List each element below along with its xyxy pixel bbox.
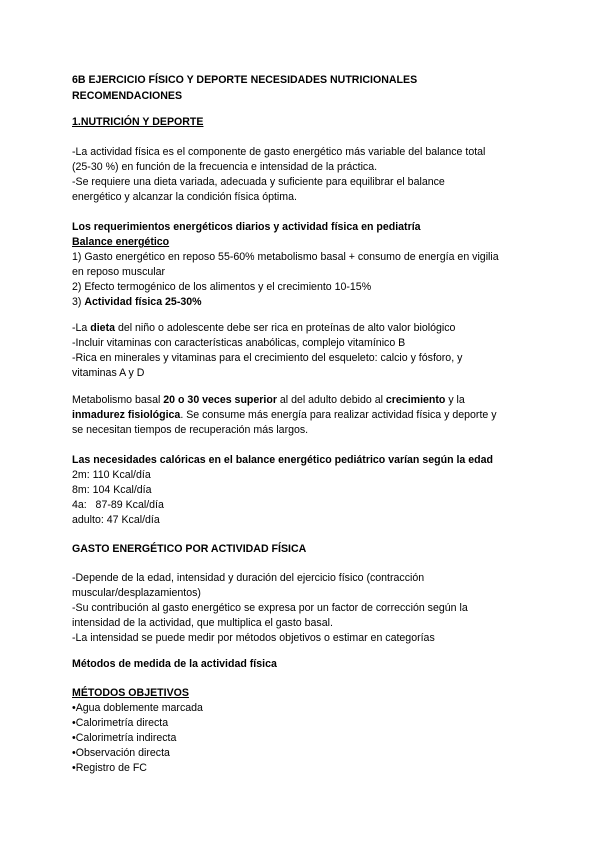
text-line: 1) Gasto energético en reposo 55-60% metabolismo basal + consumo de energía en vigilia <box>72 251 499 263</box>
text-span-bold: 20 o 30 veces superior <box>163 394 277 406</box>
text-line: muscular/desplazamientos) <box>72 587 201 599</box>
text-line: -Rica en minerales y vitaminas para el crecimiento del esqueleto: calcio y fósforo, y <box>72 352 463 364</box>
text-span-bold: crecimiento <box>385 394 446 406</box>
text-line <box>72 408 528 423</box>
text-span: . Se consume más energía para realizar actividad física y deporte y <box>180 409 497 421</box>
list-item: •Calorimetría directa <box>72 717 169 729</box>
title-line-2: RECOMENDACIONES <box>72 90 183 102</box>
requirements-heading: Los requerimientos energéticos diarios y actividad física en pediatría <box>72 221 421 233</box>
list-item: •Observación directa <box>72 747 170 759</box>
requirements-block <box>72 220 528 310</box>
gasto-paragraph <box>72 571 528 646</box>
text-line: energético y alcanzar la condición física óptima. <box>72 191 297 203</box>
section-1-paragraph <box>72 145 528 205</box>
text-line: (25-30 %) en función de la frecuencia e intensidad de la práctica. <box>72 161 378 173</box>
text-line: -Depende de la edad, intensidad y duración del ejercicio físico (contracción <box>72 572 425 584</box>
text-span-bold: dieta <box>90 322 115 334</box>
section-heading: 1.NUTRICIÓN Y DEPORTE <box>72 116 204 128</box>
text-line: en reposo muscular <box>72 266 166 278</box>
text-span: -La <box>72 322 91 334</box>
caloric-needs-block <box>72 453 528 528</box>
text-line: 2) Efecto termogénico de los alimentos y el crecimiento 10-15% <box>72 281 372 293</box>
text-span: del niño o adolescente debe ser rica en proteínas de alto valor biológico <box>115 322 456 334</box>
text-span: al del adulto debido al <box>276 394 386 406</box>
objective-methods-list <box>72 686 528 776</box>
text-line <box>72 393 528 408</box>
title-line-1: 6B EJERCICIO FÍSICO Y DEPORTE NECESIDADES NUTRICIONALES <box>72 74 418 86</box>
text-span: y la <box>445 394 465 406</box>
metabolism-block <box>72 393 528 438</box>
text-line: se necesitan tiempos de recuperación más largos. <box>72 424 309 436</box>
gasto-heading-block <box>72 542 528 557</box>
document-title <box>72 72 528 104</box>
text-span-bold: inmadurez fisiológica <box>72 409 181 421</box>
text-line: -Se requiere una dieta variada, adecuada y suficiente para equilibrar el balance <box>72 176 445 188</box>
text-line <box>72 295 528 310</box>
text-span: Metabolismo basal <box>72 394 164 406</box>
gasto-heading: GASTO ENERGÉTICO POR ACTIVIDAD FÍSICA <box>72 543 307 555</box>
text-line <box>72 321 528 336</box>
item-bold: Actividad física 25-30% <box>84 296 202 308</box>
objective-methods-heading: MÉTODOS OBJETIVOS <box>72 687 189 699</box>
text-line: intensidad de la actividad, que multiplica el gasto basal. <box>72 617 333 629</box>
caloric-row: adulto: 47 Kcal/día <box>72 514 160 526</box>
balance-subheading: Balance energético <box>72 236 170 248</box>
caloric-row: 4a: 87-89 Kcal/día <box>72 499 164 511</box>
caloric-row: 8m: 104 Kcal/día <box>72 484 152 496</box>
caloric-heading: Las necesidades calóricas en el balance energético pediátrico varían según la edad <box>72 454 493 466</box>
text-line: vitaminas A y D <box>72 367 145 379</box>
list-item: •Registro de FC <box>72 762 147 774</box>
text-line: -La actividad física es el componente de gasto energético más variable del balance total <box>72 146 486 158</box>
text-line: -Su contribución al gasto energético se expresa por un factor de corrección según la <box>72 602 468 614</box>
section-nutricion-deporte <box>72 115 528 130</box>
methods-heading-block <box>72 657 528 672</box>
list-item: •Agua doblemente marcada <box>72 702 203 714</box>
diet-block <box>72 321 528 381</box>
item-prefix: 3) <box>72 296 85 308</box>
methods-heading: Métodos de medida de la actividad física <box>72 658 277 670</box>
text-line: -La intensidad se puede medir por métodos objetivos o estimar en categorías <box>72 632 435 644</box>
list-item: •Calorimetría indirecta <box>72 732 177 744</box>
text-line: -Incluir vitaminas con características anabólicas, complejo vitamínico B <box>72 337 406 349</box>
caloric-row: 2m: 110 Kcal/día <box>72 469 151 481</box>
